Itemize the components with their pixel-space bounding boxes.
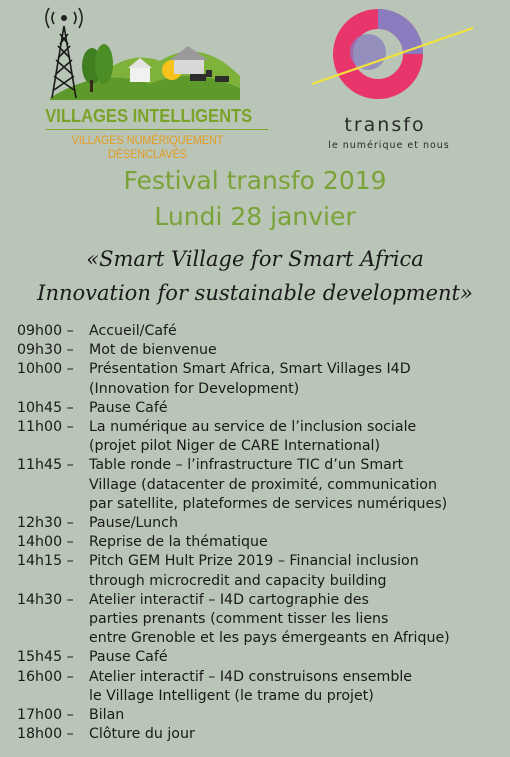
- villages-intelligents-subtitle: VILLAGES NUMÉRIQUEMENT DÉSENCLAVÉS: [71, 133, 224, 161]
- agenda-line: entre Grenoble et les pays émergeants en Afrique): [89, 630, 450, 647]
- agenda-description: [89, 552, 509, 590]
- agenda-description: [89, 668, 509, 706]
- festival-title: Festival transfo 2019: [123, 166, 387, 195]
- logo-divider: [46, 129, 268, 130]
- festival-date: Lundi 28 janvier: [154, 202, 356, 231]
- agenda-item: [17, 341, 509, 360]
- agenda-line: Reprise de la thématique: [89, 534, 268, 551]
- agenda-item: [17, 399, 509, 418]
- agenda-time: 09h30 –: [17, 342, 74, 359]
- theme-quote-line2: Innovation for sustainable development»: [37, 281, 473, 305]
- agenda-line: Pause Café: [89, 649, 168, 666]
- agenda-line: (Innovation for Development): [89, 380, 300, 397]
- agenda-description: [89, 341, 509, 360]
- agenda-description: [89, 591, 509, 649]
- agenda-description: [89, 533, 509, 552]
- transfo-rings-icon: [308, 4, 478, 114]
- agenda-line: Atelier interactif – I4D cartographie des: [89, 591, 369, 608]
- agenda-description: [89, 399, 509, 418]
- agenda-item: [17, 648, 509, 667]
- agenda-description: [89, 514, 509, 533]
- agenda-description: [89, 725, 509, 744]
- agenda-line: Table ronde – l’infrastructure TIC d’un Smart: [89, 457, 404, 474]
- agenda-item: [17, 514, 509, 533]
- agenda-description: [89, 322, 509, 341]
- agenda-line: parties prenants (comment tisser les liens: [89, 611, 389, 628]
- agenda-line: through microcredit and capacity building: [89, 572, 387, 589]
- villages-intelligents-logo: [40, 6, 253, 161]
- agenda-item: [17, 456, 509, 514]
- agenda-description: [89, 360, 509, 398]
- agenda-time: 12h30 –: [17, 515, 74, 532]
- agenda-line: Village (datacenter de proximité, communication: [89, 476, 437, 493]
- agenda-item: [17, 552, 509, 590]
- agenda-description: [89, 648, 509, 667]
- agenda-item: [17, 706, 509, 725]
- agenda-line: Clôture du jour: [89, 726, 195, 743]
- transfo-logo: [308, 4, 478, 154]
- agenda-time: 15h45 –: [17, 649, 74, 666]
- transfo-name: transfo: [344, 114, 426, 136]
- agenda-item: [17, 360, 509, 398]
- agenda-description: [89, 706, 509, 725]
- agenda-item: [17, 533, 509, 552]
- theme-quote-line1: «Smart Village for Smart Africa: [86, 247, 424, 271]
- agenda-time: 18h00 –: [17, 726, 74, 743]
- agenda-time: 14h00 –: [17, 534, 74, 551]
- agenda-line: La numérique au service de l’inclusion sociale: [89, 419, 417, 436]
- village-illustration: [40, 6, 250, 106]
- transfo-tagline: le numérique et nous: [328, 140, 450, 151]
- agenda-list: [17, 322, 509, 744]
- agenda-line: Pause/Lunch: [89, 515, 178, 532]
- agenda-line: Mot de bienvenue: [89, 342, 217, 359]
- agenda-line: Présentation Smart Africa, Smart Villages I4D: [89, 361, 411, 378]
- agenda-time: 17h00 –: [17, 707, 74, 724]
- agenda-time: 16h00 –: [17, 668, 74, 685]
- agenda-item: [17, 591, 509, 649]
- agenda-description: [89, 418, 509, 456]
- villages-intelligents-title: VILLAGES INTELLIGENTS: [45, 106, 253, 126]
- agenda-line: Accueil/Café: [89, 323, 177, 339]
- agenda-item: [17, 725, 509, 744]
- agenda-time: 10h45 –: [17, 399, 74, 416]
- agenda-line: le Village Intelligent (le trame du projet): [89, 687, 374, 704]
- agenda-time: 14h15 –: [17, 553, 74, 570]
- agenda-time: 11h00 –: [17, 419, 74, 436]
- agenda-time: 09h00 –: [17, 323, 74, 339]
- agenda-item: [17, 668, 509, 706]
- agenda-time: 11h45 –: [17, 457, 74, 474]
- agenda-time: 10h00 –: [17, 361, 74, 378]
- agenda-line: Bilan: [89, 707, 125, 724]
- agenda-line: Pitch GEM Hult Prize 2019 – Financial inclusion: [89, 553, 419, 570]
- agenda-line: (projet pilot Niger de CARE International): [89, 438, 381, 455]
- agenda-line: par satellite, plateformes de services numériques): [89, 495, 448, 512]
- agenda-line: Pause Café: [89, 399, 168, 416]
- agenda-item: [17, 418, 509, 456]
- agenda-description: [89, 456, 509, 514]
- agenda-line: Atelier interactif – I4D construisons ensemble: [89, 668, 413, 685]
- agenda-time: 14h30 –: [17, 591, 74, 608]
- agenda-item: [17, 322, 509, 341]
